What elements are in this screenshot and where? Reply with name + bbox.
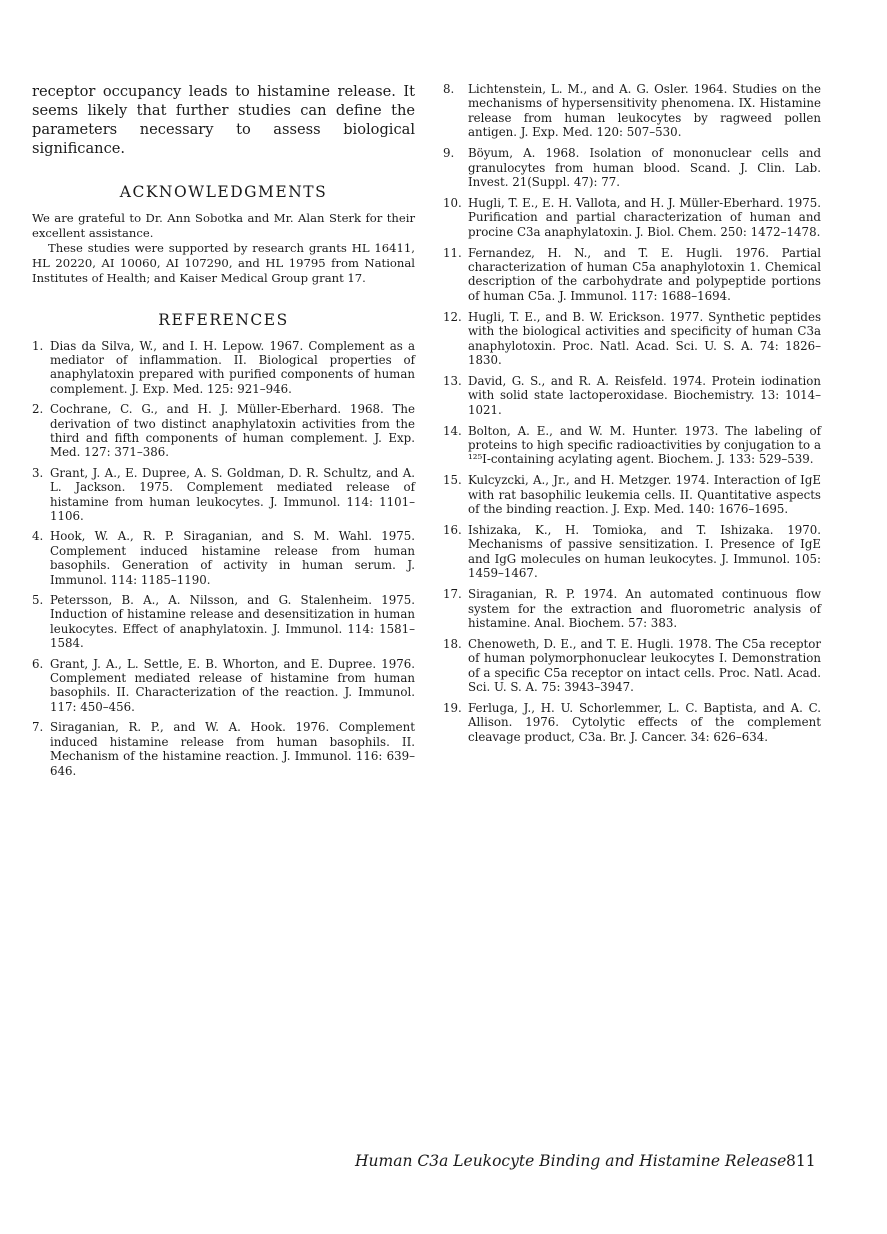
reference-item: [32, 339, 415, 397]
reference-number: 14.: [443, 423, 462, 438]
reference-item: [443, 424, 821, 467]
reference-number: 5.: [32, 593, 44, 608]
reference-text: Hugli, T. E., E. H. Vallota, and H. J. Müller-Eberhard. 1975. Purification and partial characterization of human and procine C3a anaphylatoxin. J. Biol. Chem. 250: 1472–1478.: [468, 195, 822, 239]
reference-item: [443, 374, 821, 417]
reference-number: 1.: [32, 338, 44, 353]
reference-text: Hook, W. A., R. P. Siraganian, and S. M. Wahl. 1975. Complement induced histamine release from human basophils. Generation of activity in human serum. J. Immunol. 114: 1185–1190.: [50, 529, 415, 587]
reference-text: Grant, J. A., E. Dupree, A. S. Goldman, D. R. Schultz, and A. L. Jackson. 1975. Complement mediated release of histamine from human leukocytes. J. Immunol. 114: 1101–1106.: [50, 465, 415, 523]
reference-item: [443, 587, 821, 630]
reference-item: [443, 246, 821, 304]
reference-text: Kulcyzcki, A., Jr., and H. Metzger. 1974. Interaction of IgE with rat basophilic leukemia cells. II. Quantitative aspects of the binding reaction. J. Exp. Med. 140: 1676–1695.: [468, 473, 821, 517]
reference-text: Siraganian, R. P., and W. A. Hook. 1976. Complement induced histamine release from human basophils. II. Mechanism of the histamine reaction. J. Immunol. 116: 639–646.: [50, 720, 415, 778]
reference-number: 8.: [443, 82, 455, 96]
reference-text: David, G. S., and R. A. Reisfeld. 1974. Protein iodination with solid state lactoperoxidase. Biochemistry. 13: 1014–1021.: [468, 373, 821, 417]
right-column: [443, 82, 821, 751]
reference-text: Ishizaka, K., H. Tomioka, and T. Ishizaka. 1970. Mechanisms of passive sensitization. I. Presence of IgE and IgG molecules on human leukocytes. J. Immunol. 105: 1459–1467.: [468, 522, 821, 581]
reference-number: 15.: [443, 473, 462, 488]
reference-text: Dias da Silva, W., and I. H. Lepow. 1967. Complement as a mediator of inflammation. II. Biological properties of anaphylatoxin prepared with purified components of human complement. J. Exp. Med. 125: 921–946.: [50, 338, 415, 396]
reference-text: Böyum, A. 1968. Isolation of mononuclear cells and granulocytes from human blood. Scand. J. Clin. Lab. Invest. 21(Suppl. 47): 77.: [468, 146, 821, 189]
reference-item: [32, 593, 415, 651]
reference-item: [443, 701, 821, 744]
acknowledgments-heading: ACKNOWLEDGMENTS: [119, 183, 328, 201]
intro-paragraph: receptor occupancy leads to histamine release. It seems likely that further studies can define the parameters necessary to assess biological significance.: [32, 83, 415, 157]
reference-text: Cochrane, C. G., and H. J. Müller-Eberhard. 1968. The derivation of two distinct anaphylatoxin activities from the third and fifth components of human complement. J. Exp. Med. 127: 371–386.: [50, 402, 415, 460]
reference-item: [32, 402, 415, 460]
reference-text: Lichtenstein, L. M., and A. G. Osler. 1964. Studies on the mechanisms of hypersensitivity phenomena. IX. Histamine release from human leukocytes by ragweed pollen antigen. J. Exp. Med. 120: 507–530.: [468, 82, 821, 140]
reference-item: [443, 473, 821, 516]
reference-number: 4.: [32, 529, 44, 544]
reference-number: 17.: [443, 587, 462, 602]
page-number: 811: [786, 1152, 816, 1170]
reference-number: 10.: [443, 195, 462, 210]
references-heading: REFERENCES: [158, 310, 289, 329]
reference-number: 13.: [443, 373, 462, 388]
reference-number: 9.: [443, 146, 455, 161]
acknowledgments-paragraph-1: We are grateful to Dr. Ann Sobotka and Mr. Alan Sterk for their excellent assistance.: [32, 211, 415, 240]
reference-text: Petersson, B. A., A. Nilsson, and G. Stalenheim. 1975. Induction of histamine release and desensitization in human leukocytes. Effect of anaphylatoxin. J. Immunol. 114: 1581–1584.: [50, 593, 415, 651]
reference-number: 19.: [443, 700, 462, 715]
references-list-right: [443, 82, 821, 744]
reference-item: [443, 637, 821, 695]
reference-text: Chenoweth, D. E., and T. E. Hugli. 1978. The C5a receptor of human polymorphonuclear leukocytes I. Demonstration of a specific C5a receptor on intact cells. Proc. Natl. Acad. Sci. U. S. A. 75: 3943–3947.: [468, 636, 821, 695]
reference-number: 3.: [32, 465, 44, 480]
reference-item: [443, 196, 821, 239]
reference-number: 18.: [443, 636, 462, 651]
reference-number: 7.: [32, 720, 44, 735]
reference-item: [32, 466, 415, 524]
left-column: [32, 82, 415, 784]
reference-number: 11.: [443, 245, 462, 260]
reference-number: 6.: [32, 656, 44, 671]
reference-number: 16.: [443, 522, 462, 537]
reference-number: 12.: [443, 309, 462, 324]
running-footer-title: Human C3a Leukocyte Binding and Histamine Release: [355, 1152, 787, 1170]
reference-item: [32, 657, 415, 715]
reference-item: [443, 523, 821, 581]
acknowledgments-paragraph-2: These studies were supported by research grants HL 16411, HL 20220, AI 10060, AI 107290, and HL 19795 from National Institutes of Health; and Kaiser Medical Group grant 17.: [32, 240, 415, 285]
reference-text: Siraganian, R. P. 1974. An automated continuous flow system for the extraction and fluorometric analysis of histamine. Anal. Biochem. 57: 383.: [468, 587, 821, 630]
reference-text: Ferluga, J., H. U. Schorlemmer, L. C. Baptista, and A. C. Allison. 1976. Cytolytic effects of the complement cleavage product, C3a. Br. J. Cancer. 34: 626–634.: [468, 700, 821, 744]
reference-text: Bolton, A. E., and W. M. Hunter. 1973. The labeling of proteins to high specific radioactivities by conjugation to a ¹²⁵I-containing acylating agent. Biochem. J. 133: 529–539.: [468, 423, 821, 467]
reference-item: [443, 82, 821, 140]
reference-number: 2.: [32, 402, 44, 417]
reference-text: Hugli, T. E., and B. W. Erickson. 1977. Synthetic peptides with the biological activities and specificity of human C3a anaphylotoxin. Proc. Natl. Acad. Sci. U. S. A. 74: 1826–1830.: [468, 309, 821, 367]
references-list-left: [32, 339, 415, 778]
reference-text: Grant, J. A., L. Settle, E. B. Whorton, and E. Dupree. 1976. Complement mediated release of histamine from human basophils. II. Characterization of the reaction. J. Immunol. 117: 450–456.: [50, 656, 415, 714]
reference-item: [443, 146, 821, 189]
reference-item: [443, 310, 821, 368]
reference-text: Fernandez, H. N., and T. E. Hugli. 1976. Partial characterization of human C5a anaphylotoxin 1. Chemical description of the carbohydrate and polypeptide portions of human C5a. J. Immunol. 117: 1688–1694.: [468, 245, 821, 303]
reference-item: [32, 529, 415, 587]
reference-item: [32, 720, 415, 778]
